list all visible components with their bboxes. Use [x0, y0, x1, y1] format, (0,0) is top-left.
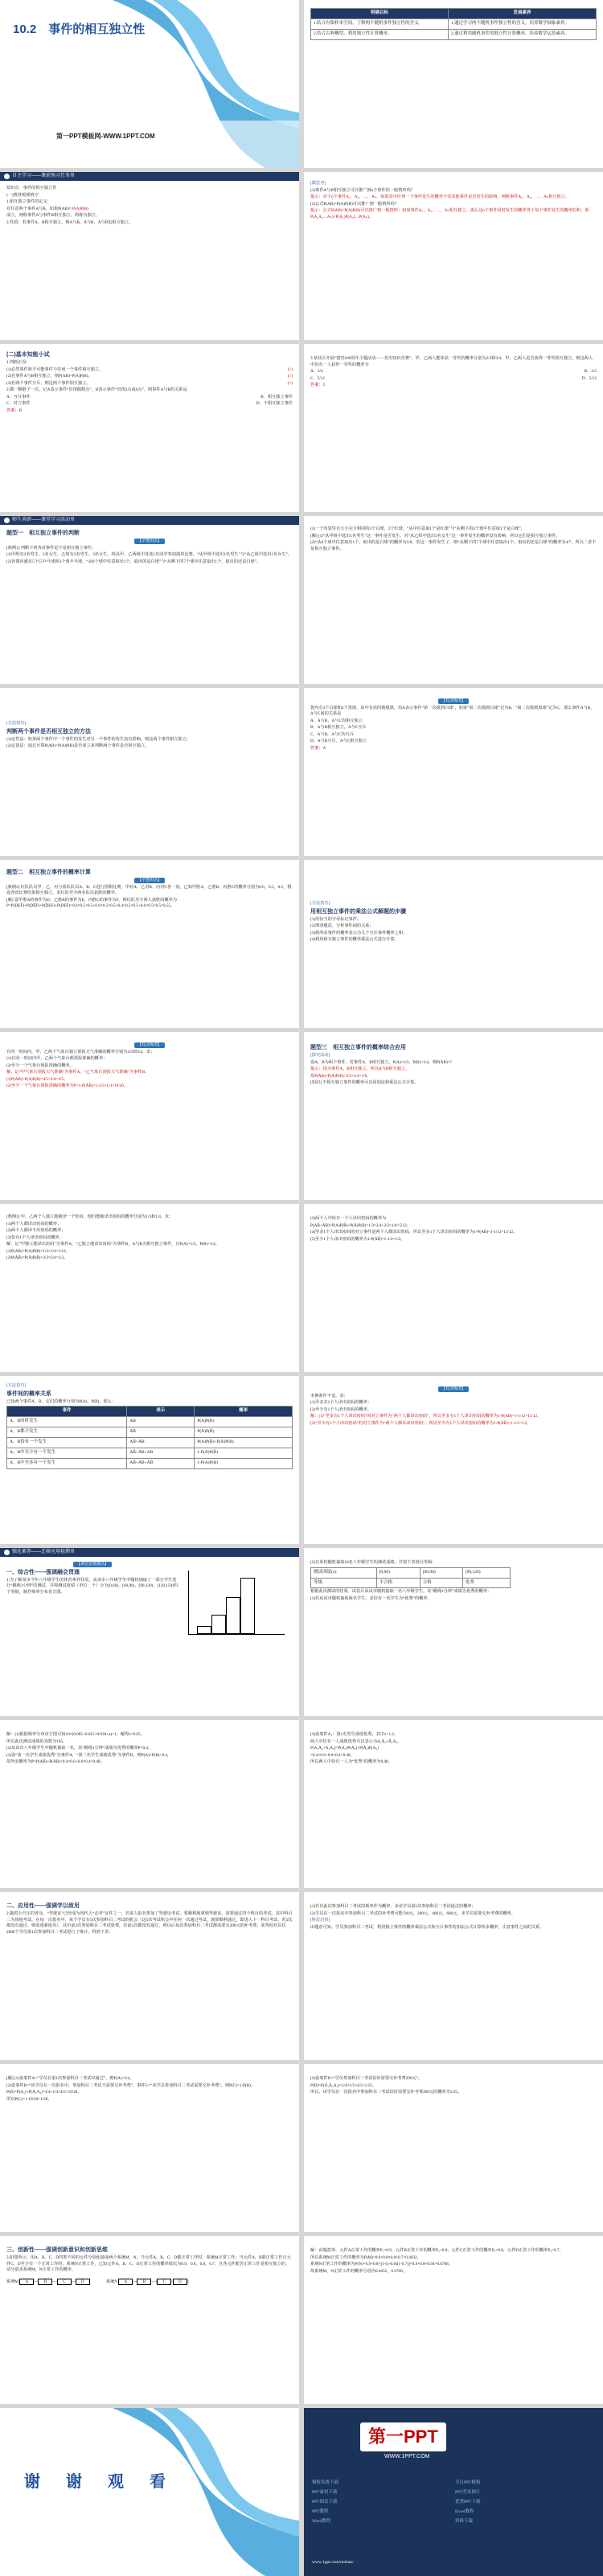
slide-example-3-cont — [304, 1204, 603, 1372]
option: C．A与B，A与C均互斥 — [310, 731, 355, 737]
text-line: [解] (1)“从甲组中选出1名男生”这一事件是否发生，对“从乙组中选出1名女生”这一事件发生的概率没有影响，所以它们是相互独立事件。 — [310, 533, 560, 539]
option: D．A与B互斥，A与C相互独立 — [310, 739, 367, 744]
hint-text: 故P(ĀB)=P(Ā)P(B)=2/3×1/4=1/6。 — [310, 1073, 371, 1079]
solution-text: (2)“至少有1个人译出密码”的对立事件为“两个人都未译出密码”，所以至少有1个人译出密码的概率为1-P(ĀB̄)=1-1/2=1/2。 — [310, 1420, 531, 1426]
section-heading: 二、应用性——强调学以致用 — [6, 1903, 80, 1909]
text-line: (2)设事件D=“学员参加科目二考试恰好需要交补考费200元”。 — [310, 2076, 423, 2081]
table-cell: P(A)P(B) — [195, 1417, 293, 1427]
text-line: 2.掷一颗骰子一次，记A表示事件“出现偶数点”，B表示事件“出现3点或6点”，则事件A与B的关系是 — [6, 387, 187, 393]
option: B．相互独立事件 — [260, 394, 293, 399]
table-cell: AB̄+ĀB+AB — [127, 1448, 195, 1459]
slide-quiz — [0, 344, 299, 512]
slide-application-2 — [304, 1892, 603, 2060]
solution-text: 解：(1)“至多有1个人译出密码”的对立事件为“两个人都译出密码”，所以至多有1个人译出密码的概率为1-P(AB)=1-1/12=11/12。 — [310, 1414, 542, 1419]
circle-icon — [4, 174, 10, 179]
table-row — [311, 1567, 511, 1578]
section-title: 强化素养——迁移应用检测单 — [12, 1550, 76, 1555]
text-line: (3)恰有1个人译出密码的概率。 — [6, 1235, 64, 1240]
tag-label: 【课堂思维激活】 — [73, 1562, 112, 1567]
tag-label: [科思启悟] — [310, 1918, 330, 1923]
text-line: [知识] 不相互独立事件的概率可以用加法和乘法公式计算。 — [310, 1080, 419, 1086]
ad-link[interactable]: Word教程 — [312, 2518, 331, 2524]
slide-example-3 — [0, 1204, 299, 1372]
topic-heading: 题型二 相互独立事件的概率计算 — [6, 870, 91, 875]
histogram-bar — [211, 1615, 226, 1634]
text-line: (1)两个人都译出密码的概率； — [6, 1221, 62, 1227]
tag-label: 【学透用活】 — [134, 539, 165, 544]
topic-heading: 题型三 相互独立事件的概率综合应用 — [310, 1045, 406, 1050]
text-line: 所以系统M正常工作的概率为P(M)=0.9×0.8×0.8×0.7=0.4032。 — [310, 2255, 421, 2260]
text-line: (4)利用相互独立事件的概率乘法公式进行计算。 — [310, 937, 399, 943]
text-line: 袋内有3个白球和2个黑球，从中有放回地摸球，用A表示事件“第一次摸到白球”，如果“第二次摸到白球”记为B，“第二次摸到黑球”记为C，那么事件A与B，A与C间的关系是 — [310, 705, 595, 717]
text-line: 成立，则称事件A与事件B相互独立，简称为独立。 — [6, 213, 100, 219]
option: B．A与B相互独立，A与C互斥 — [310, 725, 367, 731]
text-line: (2)定量法：通过计算P(AB)=P(A)P(B)是否成立来判断两个事件是否相互独立。 — [6, 743, 150, 749]
goals-cell: 2.结合古典概型，利用独立性计算概率。 — [311, 29, 449, 39]
goals-cell: 2.通过利用随机事件的独立性计算概率，培养数学运算素养。 — [448, 29, 596, 39]
page-title: 10.2 事件的相互独立性 — [13, 23, 146, 36]
system-label: 系统N — [105, 2279, 117, 2284]
table-row — [7, 1448, 293, 1459]
slide-topic-1-solution — [304, 516, 603, 684]
table-header: 事件 — [7, 1407, 127, 1417]
section-heading: (二)基本知能小试 — [6, 352, 50, 358]
system-label: 系统M — [6, 2279, 18, 2284]
component-box: A — [118, 2279, 133, 2285]
option: A．互斥事件 — [6, 394, 31, 399]
table-cell: 测试成绩(x) — [311, 1567, 377, 1578]
option: C．对立事件 — [6, 401, 31, 407]
slide-method-3 — [0, 1376, 299, 1544]
goals-header-1: 明确目标 — [311, 9, 449, 19]
table-cell: A，B同时发生 — [7, 1417, 127, 1427]
ad-link[interactable]: 优秀PPT下载 — [455, 2499, 481, 2504]
answer-text: 答案：A — [310, 745, 326, 751]
text-line: (2)设事件B=“该学员在一次报名中，参加科目二考试不需要交补考费”，事件C=“该学员参加科目二考试需要交补考费”，则P(C)=1-P(B)。 — [6, 2083, 256, 2088]
option: D．5/12 — [581, 375, 597, 381]
goals-cell: 1.通过学习两个随机事件独立性的含义，培养数学抽象素养。 — [448, 18, 596, 29]
table-cell: A，B中至少有一个发生 — [7, 1448, 127, 1459]
judge-line — [6, 381, 293, 387]
text-line: 3.如图所示，用A，B，C，D四类不同的元件分别连接成两个系统M，N，当元件A，B，C，D都正常工作时，系统M正常工作；当元件A，B都正常工作且元件C，D至少有一个正常工作时，系统N正常工作，已知元件A，B，C，D正常工作的概率依次为0.9，0.8，0.8，0.7，且各元件能否正常工作是相互独立的，试分别求系统M，N正常工作的概率。 — [6, 2255, 291, 2273]
text-line: 所以P(C)=1-19/20=1/20。 — [6, 2096, 52, 2102]
grade-table — [310, 1567, 511, 1589]
text-line: [典例1] 判断下列各对事件是不是相互独立事件。 — [6, 545, 96, 551]
options-row — [6, 401, 293, 407]
text-line: (2)至少有1个人译出密码的概率。 — [310, 1407, 372, 1412]
solution-text: 解：记“甲气象台预报天气准确”为事件A，“乙气象台预报天气准确”为事件B。 — [6, 1070, 150, 1075]
option: B．2/3 — [584, 369, 597, 375]
tag-row — [6, 1562, 178, 1568]
text-line: 所以此次测试成绩的众数为105。 — [6, 1738, 68, 1744]
tag-row — [6, 878, 293, 884]
text-line: (2)从该市八年级学生中随机抽取一名，其“跳绳1分钟”成绩为优秀的概率P=0.4。 — [6, 1746, 153, 1751]
table-cell: AB̄+ĀB — [127, 1438, 195, 1448]
goals-table — [310, 8, 597, 40]
component-box: D — [173, 2279, 187, 2285]
table-cell: 1-P(A)P(B) — [195, 1459, 293, 1469]
topic-heading: 题型一 相互独立事件的判断 — [6, 530, 80, 536]
table-cell: 合格 — [420, 1578, 462, 1588]
brand-logo: 第一PPT — [360, 2422, 446, 2451]
text-line: (2)在某校随机抽取10名八年级学生的测试成绩，并按下表划分等级： — [310, 1560, 437, 1565]
section-heading: 用相互独立事件的乘法公式解题的步骤 — [310, 908, 406, 915]
ad-link[interactable]: PPT教程 — [312, 2508, 329, 2514]
option: A．A与B，A与C均相互独立 — [310, 718, 363, 723]
text-line: 解：(1)根据频率分布直方图可知10×(0.005+0.015+0.030+a)=1，解得a=0.05。 — [6, 1732, 145, 1737]
text-line: 2.随着小汽车的普及，“驾驶证”已经成为现代人“必考”证件之一。若某人报名参加了驾驶证考试，要顺利地拿到驾驶证，需要通过四个科目的考试，其中科目二为场地考试，在每一次报名中，每个学员有5次参加科目二考试的机会（这5次考试机会中任何一次通过考试，就算顺利通过，即进入下一科目考试，若5次都没有通过，则需重新报名），其中前2次参加科目二考试免费，若前2次都没有通过，则以后每次参加科目二考试都需要交200元的补考费。某驾校对以往2000个学员第1次参加科目二考试进行了统计，得到下表： — [6, 1911, 293, 1935]
text-line: (1)事件A与B相互独立可以推广到n个事件的一般情形吗？ — [310, 187, 415, 193]
component-box: D — [76, 2279, 90, 2285]
slide-literacy-solution-2 — [304, 1720, 603, 1888]
text-line: [典例3] 甲、乙两个人独立地破译一个密码，他们能破译出密码的概率分别为1/3和1/4，求： — [6, 1214, 174, 1219]
table-header: 概率 — [195, 1407, 293, 1417]
table-cell: 1-P(Ā)P(B̄) — [195, 1448, 293, 1459]
section-heading: 判断两个事件是否相互独立的方法 — [6, 728, 91, 735]
text-line: (2)P(ĀB̄)=P(Ā)P(B̄)=2/3×3/4=1/2。 — [6, 1255, 68, 1261]
option: C．5/12 — [310, 375, 325, 381]
table-cell: A，B中至多有一个发生 — [7, 1459, 127, 1469]
section-heading: 事件间的概率关系 — [6, 1390, 51, 1397]
text-line: =0.4×0.6+0.6×0.4=0.48。 — [310, 1752, 355, 1758]
table-cell: [90,120) — [462, 1567, 510, 1578]
text-line: (3)两个人中恰有一个人译出密码的概率为 — [310, 1216, 387, 1221]
section-title: 师生共研——课堂学习活动单 — [12, 518, 76, 523]
tag-label: 【对点练清】 — [134, 1042, 165, 1048]
table-cell: 不合格 — [376, 1578, 420, 1588]
slide-application — [0, 1892, 299, 2060]
answer-text: 答案：C — [310, 383, 326, 388]
tag-label: [方法技巧] — [6, 1383, 27, 1388]
slide-literacy-2 — [304, 1548, 603, 1716]
text-line: 已知两个事件A，B，它们的概率分别为P(A)，P(B)，那么： — [6, 1399, 117, 1404]
ad-link[interactable]: PPT背景图片 — [455, 2489, 481, 2495]
slide-goals — [304, 0, 603, 168]
text-line: 故所求概率为P=P(AB̄)+P(ĀB)=0.4×0.6+0.6×0.4=0.48。 — [6, 1759, 105, 1765]
text-line: (5)至少1个人译出密码的概率为1-P(ĀB̄)=1-1/2=1/2。 — [310, 1236, 405, 1242]
section-heading: 三、创新性——强调创新意识和创新思维 — [6, 2247, 108, 2253]
options-row — [310, 376, 597, 383]
answer-text: (√) — [287, 374, 293, 379]
table-cell: [60,90) — [420, 1567, 462, 1578]
table-row — [7, 1459, 293, 1469]
text-line: (3)将所求事件的概率表示为几个互斥事件概率之和； — [310, 930, 408, 936]
tag-label: [微思考] — [310, 181, 326, 186]
slide-practice-3 — [304, 1376, 603, 1544]
goals-cell: 1.结合有限样本空间，了解两个随机事件独立性的含义。 — [311, 18, 449, 29]
text-span: (2)若事件A与B相互独立，则P(AB)=P(A)P(B)。 — [6, 374, 92, 379]
slide-innovation-solution — [304, 2236, 603, 2404]
system-n: 系统N A — B —[ C / D ] — [105, 2279, 189, 2284]
slide-self-study — [0, 172, 299, 340]
hint-text: 提示：对于n个事件A₁，A₂，…，Aₙ，如果其中任何一个事件发生的概率不受其他事件是否发生的影响，则称事件A₁，A₂，…，Aₙ相互独立。 — [310, 195, 570, 200]
goals-header-2: 发展素养 — [448, 9, 596, 19]
text-line: (1)用恰当的字母标记事件； — [310, 916, 362, 922]
table-cell: [0,60) — [376, 1567, 420, 1578]
histogram-bar — [197, 1626, 211, 1634]
text-line: 3.某社区开展“建党100周年主题活动——党史知识竞赛”，甲、乙两人能荣获一等奖的概率分别为2/3和3/4，甲、乙两人是否获得一等奖相互独立，则这两人中恰有一人获得一等奖的概率为 — [310, 356, 593, 367]
text-line: (2)容器内盛有5个白乒乓球和3个黄乒乓球，“从8个球中任意取出1个，取出的是白球”与“从剩下的7个球中任意取出1个，取出的还是白球”。 — [6, 559, 261, 564]
ad-link[interactable]: 模板免费下载 — [312, 2480, 339, 2485]
table-cell: A，B都不发生 — [7, 1427, 127, 1438]
table-cell: A，B恰有一个发生 — [7, 1438, 127, 1448]
text-span: (1)必然事件和不可能事件与任何一个事件相互独立。 — [6, 367, 104, 372]
text-span: (3)若两个事件互斥，则这两个事件相互独立。 — [6, 380, 91, 386]
histogram-bar — [226, 1597, 240, 1634]
slide-quiz-2 — [304, 344, 603, 512]
text-line: 解：由题意得，元件A正常工作的概率P₁=0.9，元件B正常工作的概率P₂=0.8，元件C正常工作的概率P₃=0.8，元件D正常工作的概率P₄=0.7。 — [310, 2248, 564, 2253]
text-line: 本例条件不变，求： — [310, 1393, 348, 1399]
text-line: 设A，B为两个事件，若事件A，B相互独立，P(A)=1/3，P(B)=1/4，则P(ĀB)=? — [310, 1059, 452, 1065]
text-line: (1)P(AB)=P(A)P(B)=1/3×1/4=1/12。 — [6, 1248, 70, 1254]
circle-icon — [4, 518, 10, 523]
solution-text: (1)P(AB)=P(A)P(B)=4/5×3/4=3/5。 — [6, 1076, 68, 1082]
table-cell: AB — [127, 1417, 195, 1427]
judge-line — [6, 374, 293, 380]
text-line: (1)至多有1个人译出密码的概率； — [310, 1400, 372, 1406]
text-line: 根据此次测试的结果，试估计从该市随机抽取一名八年级学生，其“跳绳1分钟”成绩为优秀的概率； — [310, 1589, 492, 1595]
tag-row — [6, 539, 293, 545]
slide-think — [304, 172, 603, 340]
table-cell: P(A)P(B̄)+P(Ā)P(B) — [195, 1438, 293, 1448]
text-line: 两人中恰有一人成绩优秀可以表示为A₁Ā₂+Ā₁A₂， — [310, 1738, 402, 1744]
component-box: B — [137, 2279, 151, 2285]
ad-link[interactable]: 资料下载 — [455, 2518, 474, 2524]
circle-icon — [4, 1550, 10, 1555]
section-bar — [0, 172, 299, 181]
tag-label: 【学透用活】 — [134, 878, 165, 883]
options-row — [310, 369, 597, 375]
slide-practice-2 — [0, 1032, 299, 1200]
text-line: 系统N正常工作的概率为P(N)=0.9×0.8×[1-(1-0.8)(1-0.7)]=0.9×0.8×0.94=0.6768。 — [310, 2262, 453, 2267]
options-row — [6, 395, 293, 401]
link-grid — [312, 2480, 595, 2525]
text-line: (4)至多1个人译出密码的对立事件是两个人都译出密码，所以至多1个人译出密码的概率为1-P(AB)=1-1/12=11/12。 — [310, 1230, 518, 1235]
slide-method-1 — [0, 688, 299, 856]
slide-thanks — [0, 2408, 299, 2576]
system-m: 系统M A — B — C — D — [6, 2279, 90, 2286]
section-bar — [0, 1548, 299, 1557]
section-heading: 一、综合性——强调融会贯通 — [6, 1569, 80, 1575]
ad-link[interactable]: PPT图表下载 — [312, 2499, 338, 2504]
text-line: 故系统M，N正常工作的概率分别为0.4032，0.6768。 — [310, 2268, 407, 2274]
section-title: 自主学习——课前预习任务单 — [12, 174, 76, 179]
text-line — [6, 207, 293, 213]
text-line: P(D)=P(Ā₁Ā₂A₃)=1/4×1/5×4/5=1/25。 — [310, 2083, 377, 2088]
site-url: WWW.1PPT.COM — [384, 2454, 430, 2459]
text-line: 2.性质：若事件A，B相互独立，则A与B̄，Ā与B，Ā与B̄也相互独立。 — [6, 219, 133, 225]
text-line: 所以，该学员在一次报名中参加科目二考试恰好需要交补考费200元的概率为1/25。 — [310, 2090, 462, 2095]
tag-label: [方法技巧] — [6, 721, 27, 726]
text-line: (2)“从8个球中任意取出1个，取出的是白球”的概率为5/8，若这一事件发生了，则“从剩下的7个球中任意取出1个，取出的还是白球”的概率为4/7，所以二者不是相互独立事件。 — [310, 540, 597, 551]
probability-table — [6, 1406, 293, 1469]
table-cell: 优秀 — [462, 1578, 510, 1588]
text-line: 解：记“甲独立地译出密码”为事件A，“乙独立地译出密码”为事件B，A与B为相互独立事件，且P(A)=1/3，P(B)=1/4。 — [6, 1242, 219, 1247]
table-cell: 等级 — [311, 1578, 377, 1588]
slide-literacy-solution — [0, 1720, 299, 1888]
text-line: (3)设事件A₁：第1名男生成绩优秀，其中x=1.2， — [310, 1732, 399, 1737]
text-line: 1.相互独立事件的定义： — [6, 199, 51, 205]
slide-practice-1 — [304, 688, 603, 856]
option: D．不相互独立事件 — [256, 401, 293, 407]
judge-line — [6, 367, 293, 374]
slide-title — [0, 0, 299, 168]
answer-text: (×) — [287, 380, 293, 386]
slide-application-solution — [0, 2064, 299, 2232]
text-line: (3)若从该市随机抽取两名学生，求恰有一名学生为“优秀”的概率。 — [310, 1596, 432, 1601]
tag-label: [方法技巧] — [310, 901, 330, 906]
slide-topic-1 — [0, 516, 299, 684]
ad-link[interactable]: Excel教程 — [455, 2508, 474, 2514]
ad-link[interactable]: 节日PPT模板 — [455, 2480, 481, 2485]
circuit-diagram — [6, 2279, 293, 2286]
hint-text: 提示：因为事件A，B相互独立，所以Ā与B相互独立， — [310, 1067, 410, 1072]
text-line: 所以两人中恰有一人为“优秀”的概率为0.48。 — [310, 1759, 392, 1765]
table-row — [7, 1427, 293, 1438]
text-line: [典例2] 红队队员甲、乙、丙与蓝队队员A、B、C进行围棋比赛，甲对A、乙对B、丙对C各一盘，已知甲胜A、乙胜B、丙胜C的概率分别为0.6，0.5，0.5，假设各盘比赛结果相互独立，求红队至少两名队员获胜的概率。 — [6, 884, 292, 896]
table-row — [7, 1438, 293, 1448]
text-line: P(AB̄+ĀB)=P(A)P(B̄)+P(Ā)P(B)=1/3×3/4+2/3×1/4=5/12。 — [310, 1222, 411, 1228]
slide-topic-2 — [0, 860, 299, 1028]
histogram-figure — [188, 1571, 285, 1635]
slide-method-2 — [304, 860, 603, 1028]
table-header: 表示 — [127, 1407, 195, 1417]
text-line: (2)两个人都译不出密码的概率； — [6, 1228, 66, 1234]
histogram-bar — [240, 1578, 255, 1634]
tag-label: [探究活动] — [310, 1053, 330, 1059]
text-line: (一)教材梳理填空 — [6, 192, 39, 198]
table-cell: P(Ā)P(B̄) — [195, 1427, 293, 1438]
text-line: (3)设“第一名学生成绩优秀”为事件A，“第二名学生成绩优秀”为事件B，则P(A)=P(B)=0.4， — [6, 1752, 172, 1758]
text-line: 知识点 事件的相互独立性 — [6, 186, 57, 190]
table-cell: ĀB̄ — [127, 1427, 195, 1438]
answer-text: 答案：B — [6, 407, 23, 413]
component-box: A — [19, 2279, 34, 2285]
answer-text: P(A)P(B) — [72, 206, 88, 211]
option: A．3/4 — [310, 369, 323, 375]
table-cell: AB̄+ĀB+ĀB̄ — [127, 1459, 195, 1469]
table-row — [311, 1578, 511, 1588]
answer-text: (√) — [287, 367, 293, 372]
table-row — [7, 1417, 293, 1427]
tag-label: 【对点练清】 — [438, 1386, 469, 1392]
text-line: (2)公式P(AB)=P(A)P(B)可以推广到一般情形吗？ — [310, 201, 399, 207]
text-line: (2)学员在一次报名中参加科目二考试的补考费可能为0元，200元，400元，600元，求学员需要交补考费的概率。 — [310, 1910, 516, 1916]
text-line: (1)定性法：如果两个事件中一个事件的发生对另一个事件的发生没有影响，则这两个事件相互独立。 — [6, 736, 191, 742]
text-span: 对任意两个事件A与B，如果P(AB)= — [6, 206, 72, 211]
text-line: (2)理清题意，分析事件间的关系； — [310, 924, 374, 929]
text-line: (2)至少一个气象台预报准确的概率。 — [6, 1063, 74, 1068]
slide-literacy — [0, 1548, 299, 1716]
hint-text: 提示：公式P(AB)=P(A)P(B)可以推广到一般情形：如果事件A₁，A₂，…，Aₙ相互独立，那么这n个事件同时发生的概率等于每个事件发生的概率的积，即P(A₁A₂…Aₙ)=P(A₁)P(A₂)…P(Aₙ)。 — [310, 208, 589, 219]
tag-row — [6, 1042, 293, 1049]
tag-label: 【对点练清】 — [438, 698, 469, 704]
slide-ad — [304, 2408, 603, 2576]
component-box: C — [57, 2279, 72, 2285]
section-bar — [0, 516, 299, 525]
text-line: P(A₁Ā₂+Ā₁A₂)=P(A₁)P(Ā₂)+P(Ā₁)P(A₂) — [310, 1746, 379, 1751]
text-line: P(B)=P(A₁)+P(Ā₁A₂)=3/4+1/4×4/5=19/20， — [6, 2090, 82, 2095]
site-subtitle: 第一PPT模板网-WWW.1PPT.COM — [56, 133, 155, 140]
thanks-text: 谢 谢 观 看 — [24, 2473, 170, 2491]
text-line: 由题意可知，学员参加科目二考试，利用独立事件的概率乘法公式和互斥事件的加法公式计算所求概率，注意事件之间的关系。 — [310, 1924, 544, 1930]
text-line: (1)甲组有3名男生、2名女生，乙组有2名男生、3名女生，现从甲、乙两组中各选1名同学参加演讲比赛，“从甲组中选出1名男生”与“从乙组中选出1名女生”。 — [6, 552, 293, 558]
text-line: (1)在同一时间内甲、乙两个气象台都预报准确的概率； — [6, 1056, 108, 1062]
text-line: [解] (1)设事件A=“学员在第1次参加科目二考试中通过”，则P(A)=3/4。 — [6, 2076, 134, 2081]
tag-row — [310, 698, 597, 705]
ad-url[interactable]: www.1ppt.com/moban/ — [312, 2560, 354, 2566]
slide-application-solution-2 — [304, 2064, 603, 2232]
component-box: B — [38, 2279, 52, 2285]
slide-innovation — [0, 2236, 299, 2404]
ad-link[interactable]: PPT素材下载 — [312, 2489, 338, 2495]
text-line: (1)若以此次参加科目二考试的频率作为概率，求该学员第1次参加科目二考试通过的概率； — [310, 1904, 476, 1909]
text-line: [解] 设甲胜A的事件为D，乙胜B的事件为E，丙胜C的事件为F，则红队至少两人获胜的概率为P=P(DEF̄)+P(DĒF)+P(D̄EF)+P(DEF)=0.6×0.5×0.5+0.6×0.5×0.5+0.4×0.5×0.5+0.6×0.5×0.5=0.55。 — [6, 897, 177, 909]
text-line: (3)一个布袋里有大小完全相同的3个白球，2个红球，“从中任意取1个是红球”与“从剩下的4个球中任意取1个是白球”。 — [310, 526, 525, 531]
tag-row — [310, 1386, 597, 1393]
text-line: 在同一时间内，甲、乙两个气象台独立预报天气准确的概率分别为4/5和3/4，求： — [6, 1049, 155, 1055]
text-line: 1.为了解某市今年八年级学生的体育素养状况，从该市八年级学生中随机抽取了一部分学生进行“跳绳1分钟”的测试，并将测试成绩（单位：个）分为[0,60)，[60,90)，[90,120)，[120,150)四个等级，制作频率分布直方图。 — [6, 1577, 178, 1595]
slide-topic-3 — [304, 1032, 603, 1200]
solution-text: (2)至少一个气象台预报准确的概率为P=1-P(ĀB̄)=1-1/5×1/4=19/20。 — [6, 1083, 128, 1089]
text-line: 1.判断正误： — [6, 360, 31, 366]
component-box: C — [157, 2279, 171, 2285]
